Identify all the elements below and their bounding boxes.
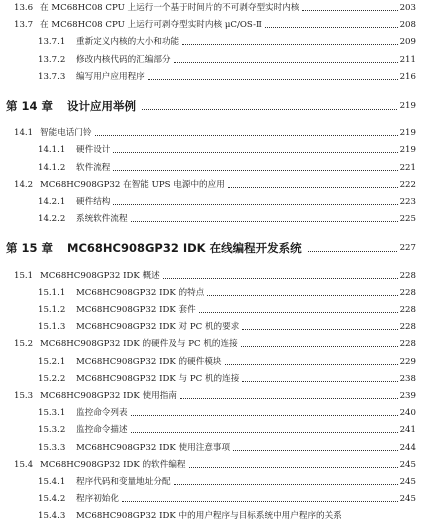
chapter-heading — [0, 96, 426, 114]
entry-title: 在 MC68HC08 CPU 上运行可剥夺型实时内核 μC/OS-Ⅱ — [40, 20, 262, 31]
toc-entry — [0, 52, 426, 66]
entry-title: 程序初始化 — [76, 494, 119, 505]
dot-leader — [113, 152, 397, 153]
dot-leader — [308, 251, 397, 252]
toc-entry — [0, 0, 426, 14]
page-number: 229 — [399, 356, 416, 367]
entry-title: MC68HC908GP32 IDK 的特点 — [76, 287, 205, 298]
page-number: 219 — [399, 101, 416, 111]
dot-leader — [182, 44, 397, 45]
entry-title: MC68HC908GP32 IDK 的软件编程 — [40, 459, 186, 470]
entry-title: 硬件结构 — [76, 197, 111, 207]
dot-leader — [180, 398, 398, 399]
toc-entry — [0, 194, 426, 208]
page-number: 209 — [399, 37, 416, 48]
dot-leader — [95, 135, 398, 136]
dot-leader — [163, 278, 398, 279]
entry-number: 15.1.1 — [38, 287, 66, 298]
entry-title: 程序代码和变量地址分配 — [76, 477, 171, 487]
entry-number: 13.7.3 — [38, 71, 66, 82]
entry-number: 14.1.2 — [38, 162, 66, 173]
page-number: 228 — [399, 287, 416, 298]
entry-number: 14.2.2 — [38, 214, 66, 225]
toc-entry — [0, 302, 426, 316]
dot-leader — [113, 204, 397, 205]
entry-number: 13.7 — [14, 20, 34, 31]
entry-title: 软件流程 — [76, 162, 111, 173]
entry-title: MC68HC908GP32 IDK 的硬件模块 — [76, 356, 222, 367]
entry-title: 编写用户应用程序 — [76, 71, 145, 82]
toc-entry — [0, 285, 426, 299]
page-number: 228 — [399, 270, 416, 281]
page-number: 244 — [399, 442, 416, 453]
entry-title: 监控命令列表 — [76, 408, 128, 419]
dot-leader — [148, 79, 398, 80]
entry-number: 15.3.2 — [38, 425, 66, 436]
entry-number: 第 15 章 — [6, 241, 54, 256]
toc-entry — [0, 405, 426, 419]
entry-number: 15.1.3 — [38, 322, 66, 333]
dot-leader — [122, 501, 398, 502]
dot-leader — [174, 62, 398, 63]
page-number: 221 — [399, 162, 416, 173]
page-number: 225 — [399, 214, 416, 225]
page-number: 216 — [399, 71, 416, 82]
toc-entry — [0, 160, 426, 174]
dot-leader — [265, 27, 398, 28]
entry-number: 15.3.1 — [38, 408, 66, 419]
entry-title: MC68HC908GP32 IDK 中的用户程序与目标系统中用户程序的关系 — [76, 511, 342, 522]
entry-title: MC68HC908GP32 IDK 与 PC 机的连接 — [76, 373, 240, 384]
dot-leader — [225, 364, 398, 365]
page-number: 211 — [399, 54, 416, 65]
dot-leader — [131, 432, 398, 433]
entry-number: 14.2 — [14, 179, 34, 190]
entry-title: 智能电话门铃 — [40, 128, 92, 139]
entry-number: 14.2.1 — [38, 197, 66, 207]
dot-leader — [242, 381, 397, 382]
toc-entry — [0, 34, 426, 48]
entry-title: 设计应用举例 — [67, 99, 137, 113]
dot-leader — [142, 109, 397, 110]
entry-number: 15.4.3 — [38, 511, 66, 522]
chapter-heading — [0, 238, 426, 256]
entry-number: 第 14 章 — [6, 99, 54, 113]
page-number: 245 — [399, 494, 416, 505]
entry-number: 15.2.1 — [38, 356, 66, 367]
page-number: 228 — [399, 339, 416, 350]
toc-entry — [0, 319, 426, 333]
entry-number: 15.4.1 — [38, 477, 66, 487]
entry-number: 15.3 — [14, 391, 34, 401]
toc-entry — [0, 422, 426, 436]
page-number: 239 — [399, 391, 416, 401]
page-number: 245 — [399, 459, 416, 470]
page-number: 228 — [399, 305, 416, 315]
page-number: 245 — [399, 477, 416, 487]
entry-number: 15.1 — [14, 270, 34, 281]
page-number: 241 — [399, 425, 416, 436]
entry-title: MC68HC908GP32 IDK 在线编程开发系统 — [67, 241, 302, 256]
toc-entry — [0, 508, 426, 522]
entry-title: MC68HC908GP32 IDK 概述 — [40, 270, 160, 281]
entry-title: MC68HC908GP32 IDK 使用注意事项 — [76, 442, 231, 453]
toc-entry — [0, 354, 426, 368]
page-number: 203 — [399, 3, 416, 13]
page-number: 228 — [399, 322, 416, 333]
entry-title: 监控命令描述 — [76, 425, 128, 436]
toc-entry — [0, 371, 426, 385]
dot-leader — [174, 484, 398, 485]
entry-title: MC68HC908GP32 IDK 套件 — [76, 305, 196, 315]
entry-number: 15.2 — [14, 339, 34, 350]
dot-leader — [199, 312, 398, 313]
page-number: 227 — [399, 243, 416, 254]
entry-number: 14.1.1 — [38, 145, 66, 156]
toc-entry — [0, 336, 426, 350]
toc-entry — [0, 491, 426, 505]
entry-title: 修改内核代码的汇编部分 — [76, 54, 171, 65]
entry-title: MC68HC908GP32 IDK 对 PC 机的要求 — [76, 322, 240, 333]
dot-leader — [189, 467, 398, 468]
toc-entry — [0, 388, 426, 402]
entry-number: 15.4 — [14, 459, 34, 470]
entry-title: MC68HC908GP32 IDK 的硬件及与 PC 机的连接 — [40, 339, 238, 350]
page-number: 219 — [399, 145, 416, 156]
toc-entry — [0, 474, 426, 488]
dot-leader — [207, 295, 397, 296]
toc-entry — [0, 69, 426, 83]
entry-title: MC68HC908GP32 IDK 使用指南 — [40, 391, 177, 401]
page-number: 223 — [399, 197, 416, 207]
entry-number: 14.1 — [14, 128, 34, 139]
dot-leader — [242, 329, 397, 330]
entry-title: 重新定义内核的大小和功能 — [76, 37, 180, 48]
toc-entry — [0, 440, 426, 454]
toc-entry — [0, 211, 426, 225]
entry-title: 系统软件流程 — [76, 214, 128, 225]
entry-title: MC68HC908GP32 在智能 UPS 电源中的应用 — [40, 179, 225, 190]
page-number: 240 — [399, 408, 416, 419]
entry-number: 15.3.3 — [38, 442, 66, 453]
page-number: 219 — [399, 128, 416, 139]
toc-entry — [0, 457, 426, 471]
toc-entry — [0, 142, 426, 156]
dot-leader — [228, 187, 398, 188]
toc-entry — [0, 17, 426, 31]
dot-leader — [241, 346, 398, 347]
dot-leader — [113, 170, 397, 171]
dot-leader — [131, 415, 398, 416]
toc-entry — [0, 177, 426, 191]
entry-number: 13.6 — [14, 3, 34, 13]
dot-leader — [302, 10, 397, 11]
page-number: 238 — [399, 373, 416, 384]
toc-entry — [0, 125, 426, 139]
entry-number: 15.4.2 — [38, 494, 66, 505]
toc-entry — [0, 268, 426, 282]
page-number: 222 — [399, 179, 416, 190]
entry-number: 13.7.2 — [38, 54, 66, 65]
entry-number: 15.2.2 — [38, 373, 66, 384]
entry-title: 在 MC68HC08 CPU 上运行一个基于时间片的不可剥夺型实时内核 — [40, 3, 300, 13]
dot-leader — [131, 221, 398, 222]
entry-number: 15.1.2 — [38, 305, 66, 315]
entry-title: 硬件设计 — [76, 145, 111, 156]
entry-number: 13.7.1 — [38, 37, 66, 48]
dot-leader — [233, 450, 397, 451]
page-number: 208 — [399, 20, 416, 31]
